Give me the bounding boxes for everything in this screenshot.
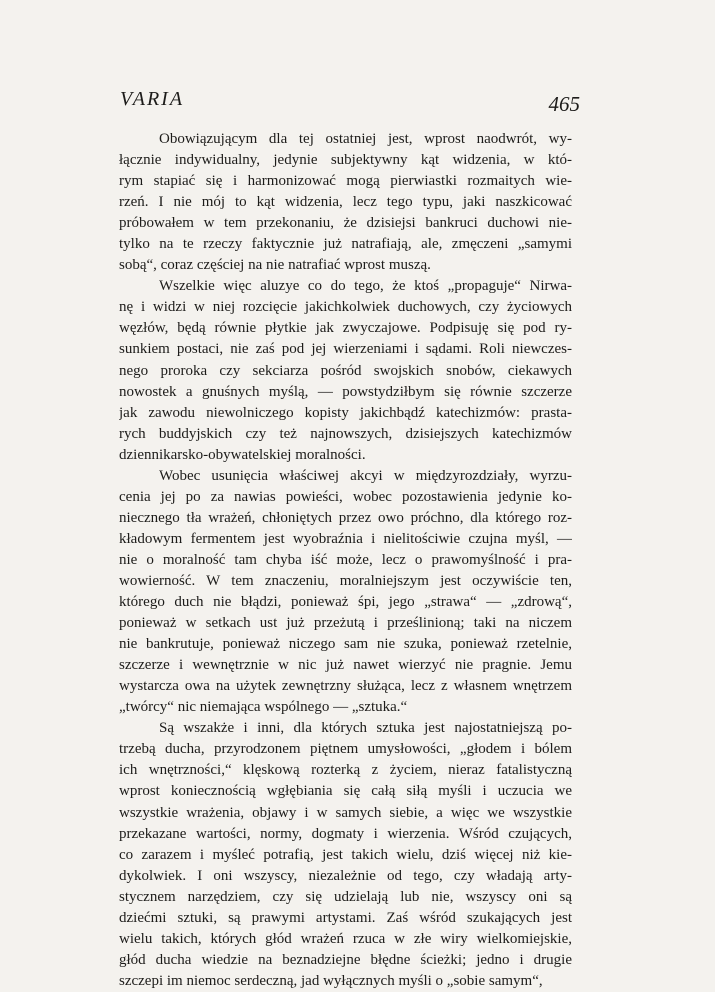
text-line: co zarazem i myśleć potrafią, jest takich wielu, dziś więcej niż kie-	[119, 846, 572, 863]
text-line: cenia jej po za nawias powieści, wobec pozostawienia jedynie ko-	[119, 488, 572, 505]
text-line: sobą“, coraz częściej na nie natrafiać wprost muszą.	[119, 257, 431, 274]
text-line: przekazane wartości, normy, dogmaty i wierzenia. Wśród czujących,	[119, 825, 572, 842]
text-line: szczerze i wewnętrznie w nic już nawet wierzyć nie pragnie. Jemu	[119, 657, 572, 674]
text-line: łącznie indywidualny, jedynie subjektywny kąt widzenia, w któ-	[119, 152, 572, 169]
text-line: rym stapiać się i harmonizować mogą pierwiastki rozmaitych wie-	[119, 173, 572, 190]
text-line: wowierność. W tem znaczeniu, moralniejszym jest oczywiście ten,	[119, 572, 572, 589]
text-line: dziećmi sztuki, są prawymi artystami. Zaś wśród szukających jest	[119, 909, 572, 926]
text-line: ich wnętrzności,“ klęskową rozterką z życiem, nieraz fatalistyczną	[119, 762, 572, 779]
text-line: wprost koniecznością wgłębiania się całą siłą myśli i uczucia we	[119, 783, 572, 800]
text-line: nie o moralność tam chyba iść może, lecz o prawomyślność i pra-	[119, 551, 572, 568]
text-line: sunkiem postaci, nie zaś pod jej wierzeniami i sądami. Roli niewczes-	[119, 341, 572, 358]
text-line: kładowym fermentem jest wyobraźnia i nielitościwie czujna myśl, —	[119, 530, 572, 547]
text-line: dziennikarsko-obywatelskiej moralności.	[119, 446, 366, 463]
text-line: którego duch nie błądzi, ponieważ śpi, jego „strawa“ — „zdrową“,	[119, 594, 572, 611]
text-line: nowostek a gnuśnych myślą, — powstydziłbym się równie szczerze	[119, 383, 572, 400]
page-number: 465	[548, 92, 580, 116]
text-line: wielu takich, których głód wrażeń rzuca w złe wiry wielkomiejskie,	[119, 930, 572, 947]
text-line: trzebą ducha, przyrodzonem piętnem umysłowości, „głodem i bólem	[119, 741, 572, 758]
text-line: dykolwiek. I oni wszyscy, niezależnie od tego, czy władają arty-	[119, 867, 572, 884]
text-line: węzłów, będą równie płytkie jak zwyczajowe. Podpisuję się pod ry-	[119, 320, 572, 337]
text-line: niecznego tła wrażeń, chłoniętych przez owo próchno, dla którego roz-	[119, 509, 572, 526]
text-line: stycznem narzędziem, czy się udzielają lub nie, wszyscy oni są	[119, 888, 572, 905]
text-line: Są wszakże i inni, dla których sztuka jest najostatniejszą po-	[159, 720, 572, 737]
text-line: jak zawodu niewolniczego kopisty jakichbądź katechizmów: prasta-	[119, 404, 572, 421]
text-line: rzeń. I nie mój to kąt widzenia, lecz tego typu, jaki naszkicować	[119, 194, 572, 211]
text-line: próbowałem w tem przekonaniu, że dzisiejsi bankruci duchowi nie-	[119, 215, 572, 232]
text-line: wystarcza owa na użytek zewnętrzny służąca, lecz z własnem wnętrzem	[119, 678, 572, 695]
text-line: głód ducha wiedzie na beznadziejne błędne ścieżki; jedno i drugie	[119, 951, 572, 968]
paragraph	[119, 276, 572, 465]
text-line: wszystkie wrażenia, objawy i w samych siebie, a więc we wszystkie	[119, 804, 572, 821]
section-title: VARIA	[120, 88, 185, 110]
text-line: nę i widzi w niej rozcięcie jakichkolwiek duchowych, czy życiowych	[119, 299, 572, 316]
text-line: szczepi im niemoc serdeczną, jad wyłącznych myśli o „sobie samym“,	[119, 972, 543, 989]
text-line: rych buddyjskich czy też najnowszych, dzisiejszych katechizmów	[119, 425, 572, 442]
text-line: Obowiązującym dla tej ostatniej jest, wprost naodwrót, wy-	[159, 131, 572, 147]
paragraph	[119, 466, 572, 719]
text-line: tylko na te rzeczy faktycznie już natrafiają, ale, zmęczeni „samymi	[119, 236, 572, 253]
text-line: „twórcy“ nic niemająca wspólnego — „sztuka.“	[119, 699, 408, 716]
text-line: nego proroka czy sekciarza pośród swojskich snobów, ciekawych	[119, 362, 572, 379]
body-text	[119, 129, 572, 992]
text-line: ponieważ w setkach ust już przeżutą i prześlinioną; taki na niczem	[119, 615, 572, 632]
text-line: nie bankrutuje, ponieważ niczego sam nie szuka, ponieważ rzetelnie,	[119, 636, 572, 653]
text-line: Wszelkie więc aluzye co do tego, że ktoś „propaguje“ Nirwa-	[159, 278, 572, 295]
paragraph	[119, 129, 572, 276]
running-head	[120, 88, 580, 120]
paragraph	[119, 718, 572, 992]
text-line: Wobec usunięcia właściwej akcyi w międzyrozdziały, wyrzu-	[159, 467, 572, 484]
